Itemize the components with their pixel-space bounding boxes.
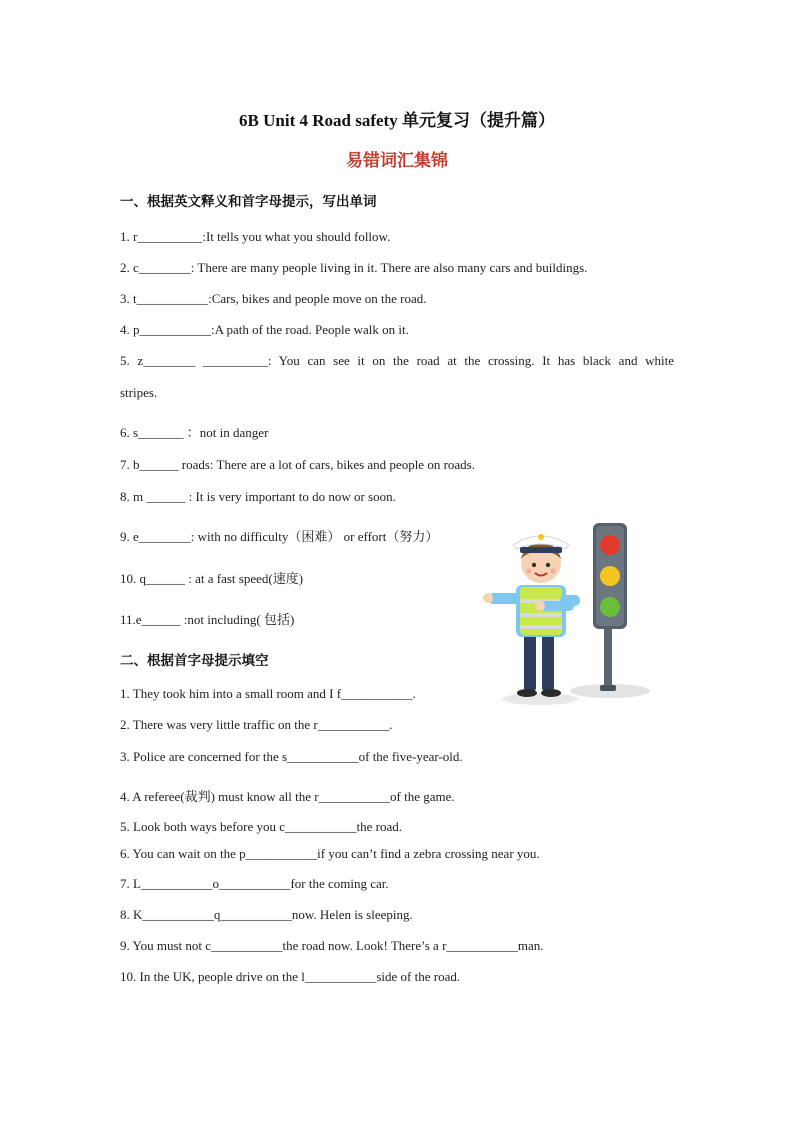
s1-item-8: 8. m ______ : It is very important to do now or soon. xyxy=(120,489,396,504)
s1-item-2: 2. c________: There are many people living in it. There are also many cars and buildings. xyxy=(120,260,588,275)
section1-heading: 一、根据英文释义和首字母提示，写出单词 xyxy=(120,194,377,210)
s1-item-9: 9. e________: with no difficulty（困难） or effort（努力） xyxy=(120,529,439,544)
s1-item-10: 10. q______ : at a fast speed(速度) xyxy=(120,571,304,586)
section2-heading: 二、根据首字母提示填空 xyxy=(120,653,269,669)
s2-item-9: 9. You must not c___________the road now. Look! There’s a r___________man. xyxy=(120,938,544,953)
s1-item-7: 7. b______ roads: There are a lot of cars, bikes and people on roads. xyxy=(120,457,475,472)
s1-item-4: 4. p___________:A path of the road. People walk on it. xyxy=(120,322,409,337)
s1-item-11: 11.e______ :not including( 包括) xyxy=(120,612,295,627)
s2-item-4: 4. A referee(裁判) must know all the r___________of the game. xyxy=(120,789,455,804)
traffic-light-icon xyxy=(593,523,627,629)
s1-item-1: 1. r__________:It tells you what you should follow. xyxy=(120,229,391,244)
s2-item-5: 5. Look both ways before you c___________the road. xyxy=(120,819,402,834)
s1-item-5: 5. z________ __________: You can see it on the road at the crossing. It has black and white xyxy=(120,353,674,368)
s1-item-6: 6. s_______ ：not in danger xyxy=(120,425,269,440)
s2-item-6: 6. You can wait on the p___________if you can’t find a zebra crossing near you. xyxy=(120,846,540,861)
s1-item-3: 3. t___________:Cars, bikes and people move on the road. xyxy=(120,291,427,306)
police-officer-icon xyxy=(483,534,580,697)
s2-item-2: 2. There was very little traffic on the r___________. xyxy=(120,717,393,732)
traffic-police-illustration xyxy=(480,515,660,715)
page-title: 6B Unit 4 Road safety 单元复习（提升篇） xyxy=(239,111,555,130)
s2-item-3: 3. Police are concerned for the s___________of the five-year-old. xyxy=(120,749,463,764)
s2-item-7: 7. L___________o___________for the coming car. xyxy=(120,876,389,891)
s2-item-10: 10. In the UK, people drive on the l___________side of the road. xyxy=(120,969,461,984)
s2-item-1: 1. They took him into a small room and I f___________. xyxy=(120,686,416,701)
page-subtitle: 易错词汇集锦 xyxy=(346,151,448,171)
s2-item-8: 8. K___________q___________now. Helen is sleeping. xyxy=(120,907,413,922)
s1-item-5-cont: stripes. xyxy=(120,385,158,400)
